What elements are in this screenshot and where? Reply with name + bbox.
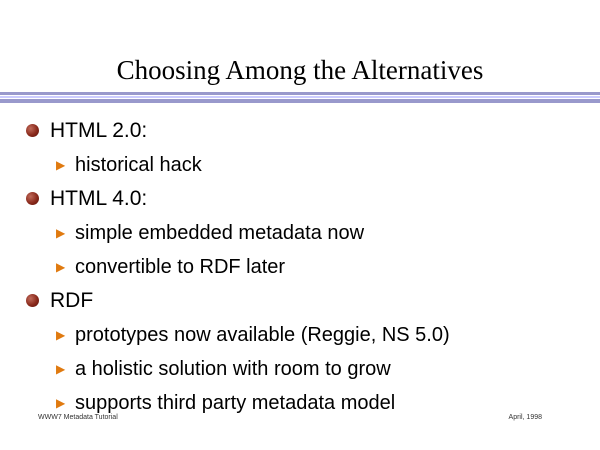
bullet-text: RDF [50, 289, 94, 312]
title-rule-light [0, 96, 600, 98]
sub-bullet-text: prototypes now available (Reggie, NS 5.0) [75, 324, 450, 346]
sub-bullet-item [0, 352, 600, 386]
sub-bullet-text: convertible to RDF later [75, 256, 286, 278]
bullet-item [0, 182, 600, 216]
arrow-bullet-icon: ▶ [56, 362, 66, 376]
sub-bullet-item [0, 250, 600, 284]
sub-bullet-text: historical hack [75, 154, 202, 176]
bullet-item [0, 284, 600, 318]
bullet-text: HTML 2.0: [50, 119, 148, 142]
bullet-text: HTML 4.0: [50, 187, 148, 210]
arrow-bullet-icon: ▶ [56, 328, 66, 342]
sub-bullet-item [0, 148, 600, 182]
sub-bullet-text: a holistic solution with room to grow [75, 358, 391, 380]
round-bullet-icon [26, 192, 39, 205]
sub-bullet-item [0, 216, 600, 250]
title-rule-thick [0, 99, 600, 103]
footer-right: April, 1998 [508, 414, 542, 421]
round-bullet-icon [26, 124, 39, 137]
sub-bullet-item [0, 318, 600, 352]
bullet-item [0, 114, 600, 148]
arrow-bullet-icon: ▶ [56, 158, 66, 172]
sub-bullet-text: simple embedded metadata now [75, 222, 365, 244]
round-bullet-icon [26, 294, 39, 307]
arrow-bullet-icon: ▶ [56, 260, 66, 274]
slide-title: Choosing Among the Alternatives [116, 55, 484, 85]
arrow-bullet-icon: ▶ [56, 226, 66, 240]
arrow-bullet-icon: ▶ [56, 396, 66, 410]
bullet-list [0, 114, 600, 420]
footer-left: WWW7 Metadata Tutorial [38, 414, 118, 421]
sub-bullet-text: supports third party metadata model [75, 392, 396, 414]
title-rule [0, 92, 600, 95]
